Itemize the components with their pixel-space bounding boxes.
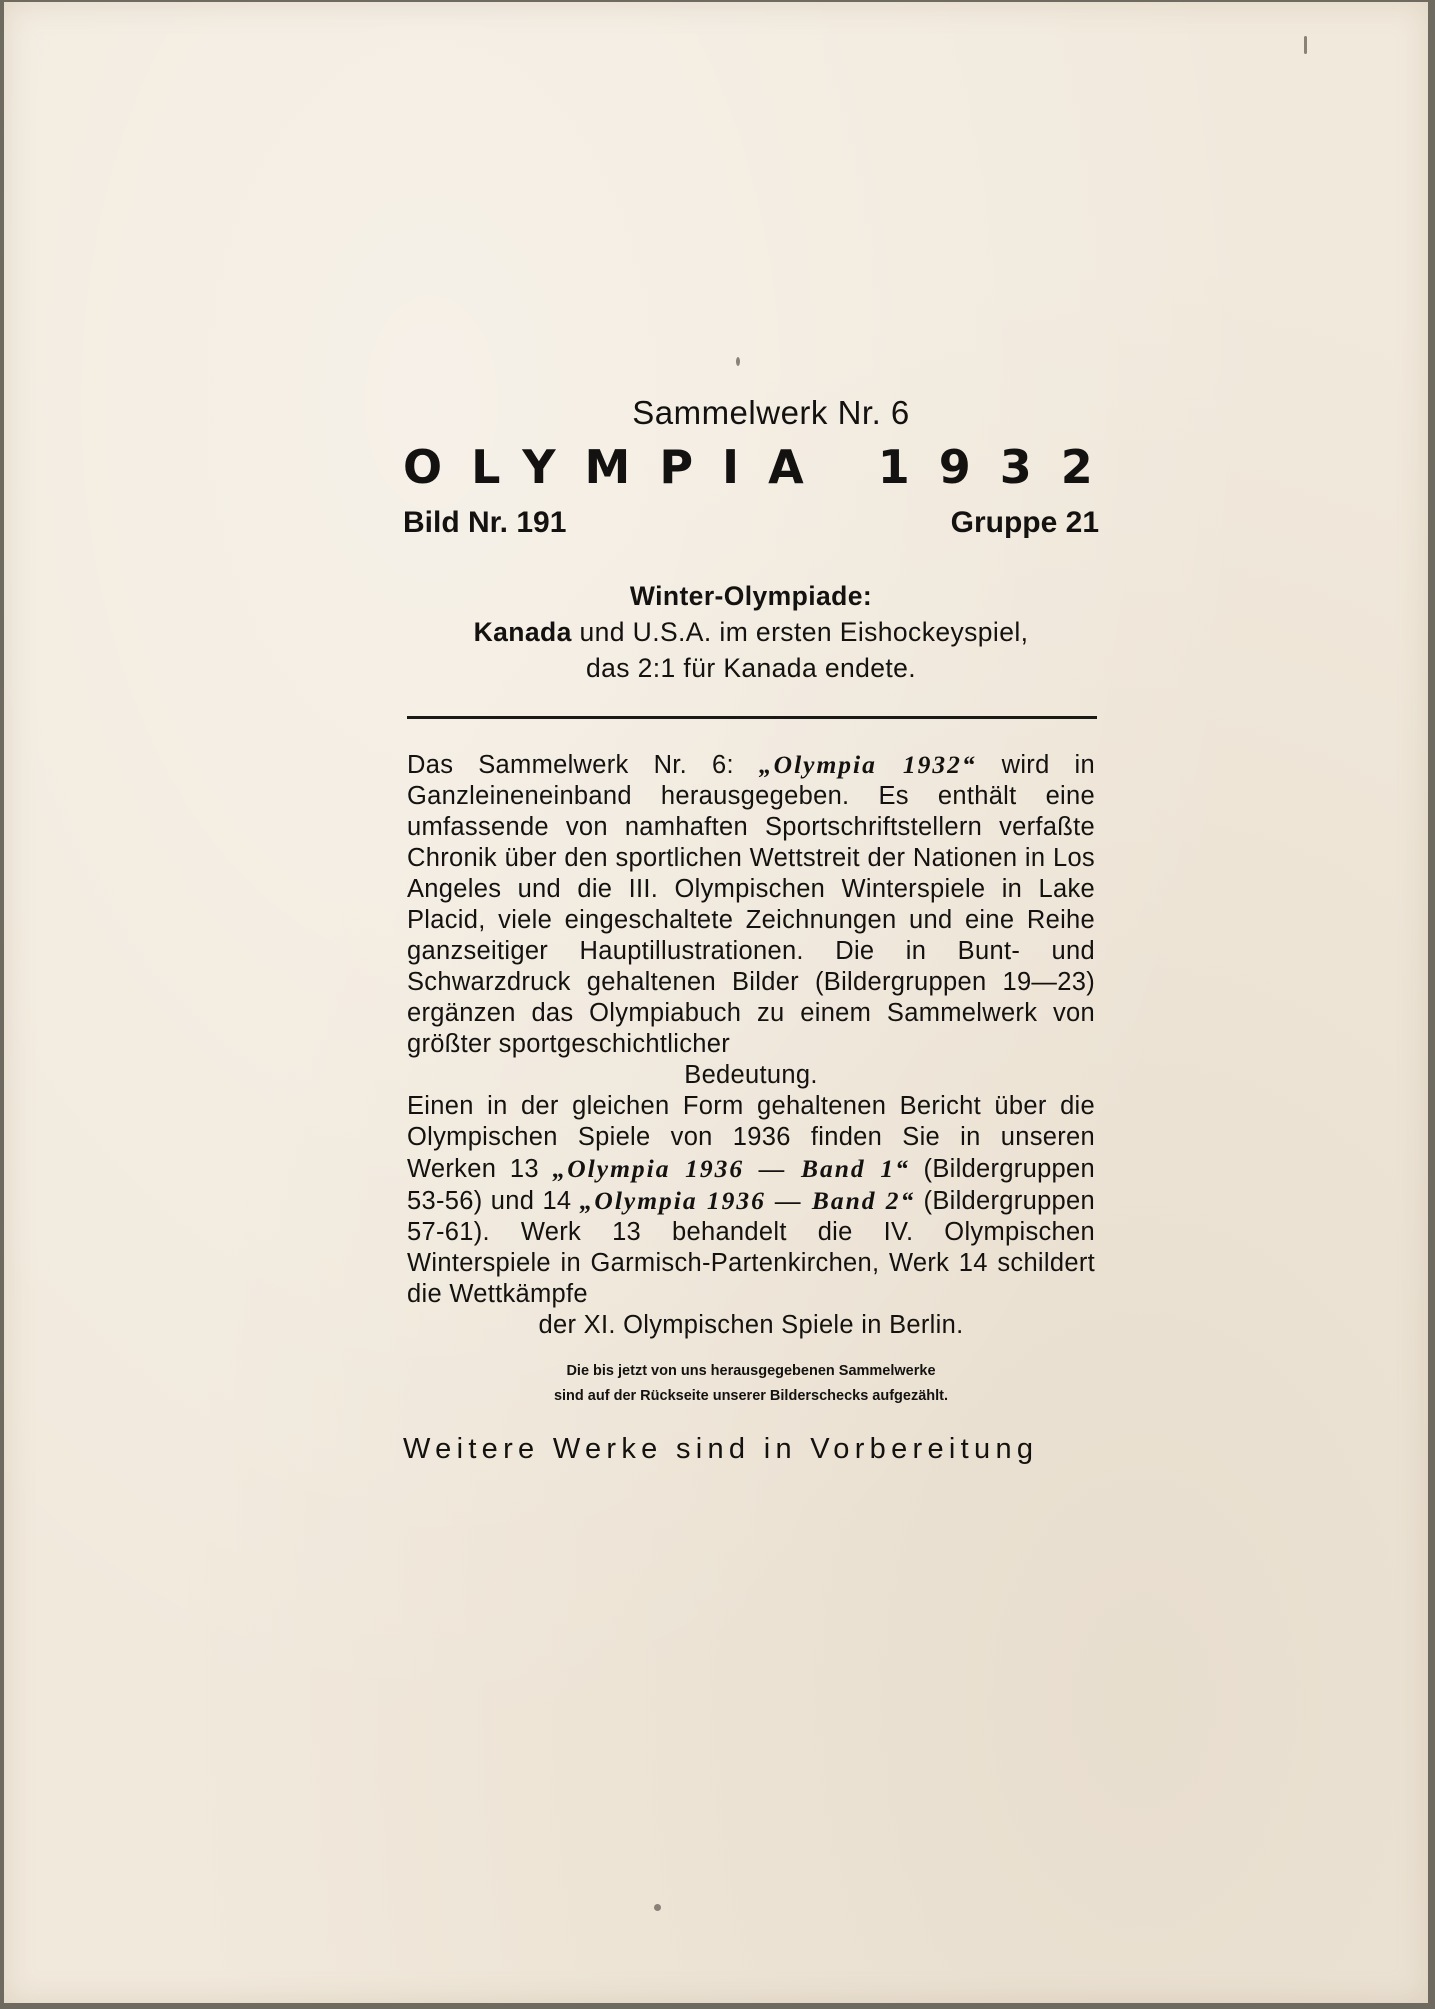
subject-lead: Kanada xyxy=(473,617,572,647)
description xyxy=(403,749,1099,1341)
publisher-note xyxy=(403,1359,1099,1409)
desc-text: wird in Ganzleineneinband herausgegeben. Es enthält eine umfassende von namhaften Sportschriftstellern verfaßte Chronik über den sportlichen Wettstreit der Nationen in Los Angeles und die III. Olympischen Winterspiele in Lake Placid, viele eingeschaltete Zeichnungen und eine Reihe ganzseitiger Hauptillustrationen. Die in Bunt- und Schwarzdruck gehaltenen Bilder (Bildergruppen 19—23) ergänzen das Olympiabuch zu einem Sammelwerk von größter sportgeschichtlicher xyxy=(407,751,1095,1058)
description-line: der XI. Olympischen Spiele in Berlin. xyxy=(538,1311,964,1339)
note-line: sind auf der Rückseite unserer Bilderschecks aufgezählt. xyxy=(553,1388,949,1404)
description-paragraph xyxy=(407,1091,1095,1310)
description-paragraph xyxy=(407,749,1095,1060)
subject-line: das 2:1 für Kanada endete. xyxy=(585,653,917,683)
desc-text: (Bildergruppen 53-56) und 14 xyxy=(407,1155,1096,1215)
description-line: Bedeutung. xyxy=(684,1061,818,1089)
subject-heading: Winter-Olympiade: xyxy=(629,581,873,611)
series-label: Sammelwerk Nr. 6 xyxy=(632,394,910,431)
desc-text: Das Sammelwerk Nr. 6: xyxy=(407,751,759,779)
work-title: „Olympia 1936 — Band 1“ xyxy=(552,1154,910,1183)
subject-rest: und U.S.A. im ersten Eishockeyspiel, xyxy=(571,617,1029,647)
work-title: „Olympia 1932“ xyxy=(758,750,977,779)
card-meta xyxy=(403,500,1099,540)
picture-subject xyxy=(403,578,1099,686)
paper-speck xyxy=(736,357,740,366)
note-line: Die bis jetzt von uns herausgegebenen Sammelwerke xyxy=(566,1363,936,1379)
subject-line xyxy=(403,614,1099,650)
divider-rule xyxy=(407,716,1097,719)
paper-speck xyxy=(1304,36,1307,54)
card-text-block xyxy=(403,394,1122,1466)
desc-text: Einen in der gleichen Form gehaltenen Bericht über die Olympischen Spiele von 1936 finden Sie in unseren Werken 13 xyxy=(407,1092,1095,1183)
desc-text: (Bildergruppen 57-61). Werk 13 behandelt die IV. Olympischen Winterspiele in Garmisch-Partenkirchen, Werk 14 schildert die Wettkämpfe xyxy=(407,1187,1095,1308)
card-title: OLYMPIA 1932 xyxy=(403,440,1122,494)
collector-card xyxy=(4,2,1428,2003)
paper-speck xyxy=(654,1904,661,1911)
footer-line: Weitere Werke sind in Vorbereitung xyxy=(403,1433,1039,1465)
group-number: Gruppe 21 xyxy=(950,506,1099,539)
picture-number: Bild Nr. 191 xyxy=(403,506,567,539)
work-title: „Olympia 1936 — Band 2“ xyxy=(579,1186,916,1215)
